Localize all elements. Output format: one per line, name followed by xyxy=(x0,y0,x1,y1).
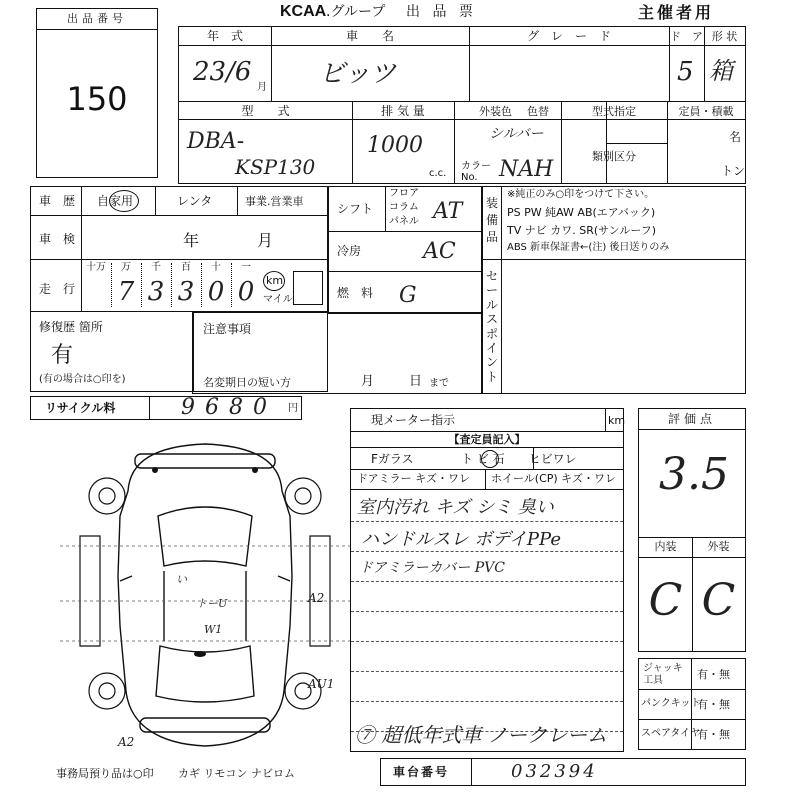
spare-value: 有・無 xyxy=(697,728,730,741)
inspector-block xyxy=(350,408,624,752)
history-option-rental: レンタ xyxy=(177,194,213,208)
organizer-label: 主催者用 xyxy=(638,3,715,22)
disp-value: 1000 xyxy=(367,133,423,158)
lot-number-box xyxy=(36,8,158,178)
shape-label: 形 状 xyxy=(711,30,738,43)
office-items: カギ リモコン ナビロム xyxy=(178,767,295,780)
fglass-options: ト ビ 石 ヒビワレ xyxy=(461,452,577,466)
model-value-1: DBA- xyxy=(187,129,245,154)
chassis-label: 車台番号 xyxy=(393,765,450,779)
digit-label-10: 十 xyxy=(211,262,221,273)
shift-value: AT xyxy=(433,199,463,224)
sheet-title: 出 品 票 xyxy=(406,4,477,20)
class-label: 類別区分 xyxy=(592,150,636,163)
recycle-label: リサイクル料 xyxy=(45,401,116,415)
ac-label: 冷房 xyxy=(337,244,362,258)
lot-number: 150 xyxy=(66,80,128,118)
model-label: 型 式 xyxy=(241,104,290,118)
year-label: 年 式 xyxy=(206,29,243,43)
notes-block xyxy=(192,312,482,394)
name-label: 車 名 xyxy=(345,29,394,43)
score-block xyxy=(638,408,746,652)
year-month-unit: 月 xyxy=(257,82,267,93)
grade-label: グ レ ー ド xyxy=(526,29,611,43)
brand-logo: KCAA xyxy=(280,3,327,20)
yen-unit: 円 xyxy=(288,403,298,414)
km-unit: km xyxy=(266,274,284,287)
equipment-line2: TV ナビ カワ. SR(サンルーフ) xyxy=(507,224,657,237)
fuel-value: G xyxy=(399,283,417,308)
color-value: シルバー xyxy=(489,126,544,142)
equipment-line1: PS PW 純AW AB(エアバック) xyxy=(507,206,656,219)
shaken-label: 車 検 xyxy=(39,232,76,246)
door-value: 5 xyxy=(677,57,694,87)
deadline-until: まで xyxy=(429,378,449,389)
comment-line-3: ドアミラーカバー PVC xyxy=(359,560,505,576)
inspector-heading: 【査定員記入】 xyxy=(448,433,526,446)
diagram-mark-2: AU1 xyxy=(308,677,335,691)
color-label: 外装色 xyxy=(479,105,512,118)
puncture-value: 有・無 xyxy=(697,698,730,711)
recycle-fee-box xyxy=(30,396,302,420)
capacity-label: 定員・積載 xyxy=(678,105,734,118)
mileage-digit-1: 0 xyxy=(237,277,255,307)
car-body-diagram xyxy=(60,436,350,756)
tons-unit: トン xyxy=(721,164,746,178)
puncture-label: パンクキット xyxy=(641,698,701,709)
chassis-value: 032394 xyxy=(511,761,598,782)
private-circle-mark xyxy=(109,190,139,212)
shift-label: シフト xyxy=(337,202,374,216)
shape-value: 箱 xyxy=(709,57,733,85)
digit-label-1: 一 xyxy=(241,262,251,273)
diagram-mark-3: A2 xyxy=(118,735,135,749)
repair-note: (有の場合は○印を) xyxy=(39,374,126,385)
disp-label: 排 気 量 xyxy=(381,104,425,118)
shift-option-panel: パネル xyxy=(389,216,419,227)
equipment-block xyxy=(482,186,746,394)
color-no-value: NAH xyxy=(499,157,554,182)
mileage-digit-100: 3 xyxy=(177,277,195,307)
history-option-business: 事業.営業車 xyxy=(245,195,304,208)
fuel-label: 燃 料 xyxy=(337,286,374,300)
year-value: 23/6 xyxy=(193,57,252,87)
history-option-private: 自家用 xyxy=(97,194,134,208)
vehicle-info-table xyxy=(178,26,746,184)
diagram-mark-4: トーU xyxy=(196,597,228,610)
equipment-label: 装備品 xyxy=(486,196,499,244)
mile-unit: マイル xyxy=(263,294,293,305)
jack-value: 有・無 xyxy=(697,668,730,681)
diagram-mark-5: い xyxy=(176,573,187,586)
persons-unit: 名 xyxy=(729,130,742,144)
recolor-label: 色替 xyxy=(527,105,549,118)
score-value: 3.5 xyxy=(659,449,729,500)
mileage-label: 走 行 xyxy=(39,282,76,296)
exterior-grade: C xyxy=(701,575,736,626)
comment-line-4: ⑦ 超低年式車 ノークレーム xyxy=(355,723,608,747)
shaken-month-unit: 月 xyxy=(257,231,274,250)
digit-label-10k: 万 xyxy=(121,262,131,273)
digit-label-100k: 十万 xyxy=(86,262,106,273)
shaken-year-unit: 年 xyxy=(183,231,200,250)
mirror-label: ドアミラー キズ・ワレ xyxy=(357,472,470,485)
tools-block xyxy=(638,658,746,750)
mileage-digit-1k: 3 xyxy=(147,277,165,307)
ac-value: AC xyxy=(423,239,456,264)
mileage-digit-10k: 7 xyxy=(117,277,135,307)
chassis-number-box xyxy=(380,758,746,786)
jack-label: ジャッキ 工具 xyxy=(643,663,683,686)
digit-label-1k: 千 xyxy=(151,262,161,273)
notes-label: 注意事項 xyxy=(203,322,252,336)
repair-label: 修復歴 箇所 xyxy=(39,320,103,334)
repair-value: 有 xyxy=(51,343,74,368)
mile-box xyxy=(293,271,323,305)
deadline-day: 日 xyxy=(409,374,423,389)
equipment-line3: ABS 新車保証書←(注) 後日送りのみ xyxy=(507,242,670,253)
interior-grade: C xyxy=(648,575,683,626)
spare-label: スペアタイヤ xyxy=(641,728,701,739)
fglass-label: Fガラス xyxy=(371,452,414,466)
deadline-month: 月 xyxy=(361,374,375,389)
shift-option-floor: フロア xyxy=(389,188,419,199)
door-label: ド ア xyxy=(670,30,703,43)
equipment-note: ※純正のみ○印をつけて下さい。 xyxy=(507,189,655,200)
meter-label: 現メーター指示 xyxy=(371,413,456,427)
digit-label-100: 百 xyxy=(181,262,191,273)
recycle-value: 9680 xyxy=(181,395,277,420)
diagram-mark-1: A2 xyxy=(308,591,325,605)
name-value: ビッツ xyxy=(319,59,396,89)
wheel-label: ホイール(CP) キズ・ワレ xyxy=(491,472,616,485)
diagram-mark-6: W1 xyxy=(204,623,223,636)
deadline-label: 名変期日の短い方 xyxy=(203,376,291,389)
shift-option-column: コラム xyxy=(389,202,419,213)
comment-line-1: 室内汚れ キズ シミ 臭い xyxy=(357,497,554,518)
score-label: 評価点 xyxy=(667,412,716,426)
exterior-label: 外装 xyxy=(707,540,730,553)
model-value-2: KSP130 xyxy=(235,155,316,179)
lot-label: 出品番号 xyxy=(67,12,127,25)
history-label: 車 歴 xyxy=(39,194,76,208)
group-label: .グループ xyxy=(326,4,386,20)
mileage-digit-10: 0 xyxy=(207,277,225,307)
typedesig-label: 型式指定 xyxy=(592,105,636,118)
sales-point-label: セールスポイント xyxy=(486,269,499,384)
interior-label: 内装 xyxy=(654,540,677,553)
chip-circle-mark xyxy=(481,450,499,468)
meter-km: km xyxy=(608,414,626,427)
comment-line-2: ハンドルスレ ボデイPPe xyxy=(361,529,561,550)
office-note: 事務局預り品は○印 xyxy=(56,767,154,780)
color-no-label: カラー No. xyxy=(461,161,491,183)
cc-label: c.c. xyxy=(429,168,447,179)
shift-block xyxy=(328,186,482,314)
